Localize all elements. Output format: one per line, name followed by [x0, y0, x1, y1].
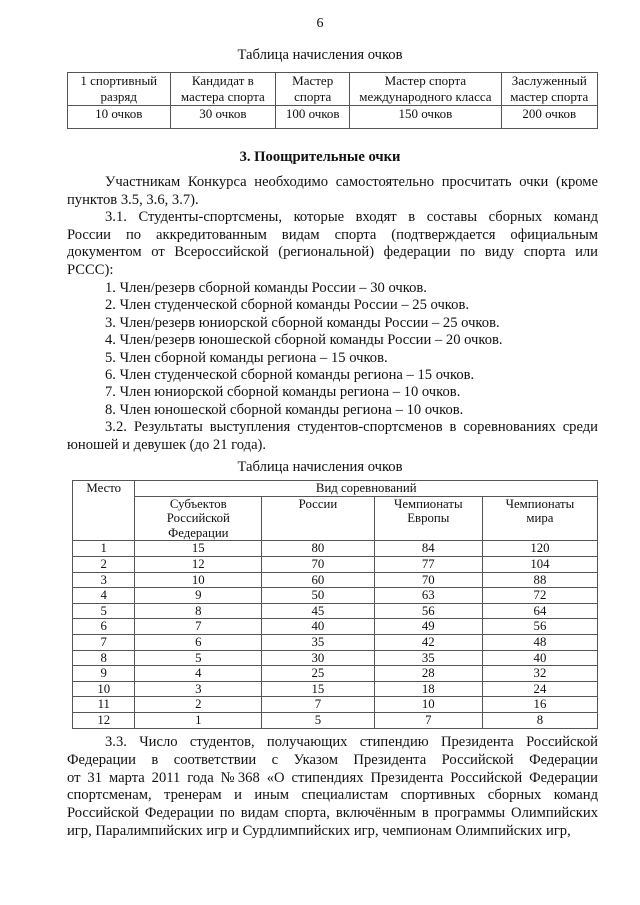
list-item: 3. Член/резерв юниорской сборной команды России – 25 очков. — [105, 314, 500, 331]
table-row — [73, 603, 598, 619]
table-cell: 63 — [374, 588, 482, 604]
header-line: Чемпионаты — [394, 496, 463, 511]
p33-line: 3.3. Число студентов, получающих стипендию Президента Российской — [105, 734, 598, 750]
table-row — [73, 697, 598, 713]
table-cell: 40 — [482, 650, 597, 666]
table-cell: 72 — [482, 588, 597, 604]
col-place-header: Место — [73, 481, 135, 541]
header-line: Мастер спорта — [384, 73, 467, 88]
table-cell: 64 — [482, 603, 597, 619]
table-cell: 80 — [262, 541, 375, 557]
header-line: 1 спортивный — [80, 73, 158, 88]
list-item: 1. Член/резерв сборной команды России – 30 очков. — [105, 280, 427, 296]
table-row — [73, 541, 598, 557]
p32-line: юношей и девушек (до 21 года). — [67, 436, 267, 453]
table2-header-cell — [262, 496, 375, 541]
table-row — [73, 666, 598, 682]
p31-line: документом от Всероссийской (региональной) федерации по виду спорта или — [67, 244, 598, 261]
table-cell: 49 — [374, 619, 482, 635]
header-line: Российской — [166, 511, 230, 526]
table-cell: 3 — [73, 572, 135, 588]
header-line: Федерации — [168, 525, 229, 540]
table-cell: 56 — [482, 619, 597, 635]
table1-header-cell — [170, 73, 276, 106]
table-row — [73, 588, 598, 604]
table2-header-cell — [135, 496, 262, 541]
table1-value-cell: 200 очков — [501, 106, 597, 129]
table-cell: 35 — [374, 650, 482, 666]
table2-caption: Таблица начисления очков — [237, 459, 403, 475]
table-cell: 120 — [482, 541, 597, 557]
table-cell: 24 — [482, 681, 597, 697]
table1-caption: Таблица начисления очков — [237, 47, 403, 63]
p33-line: Российской Федерации по видам спорта, включённым в программы Олимпийских — [67, 805, 598, 822]
page-number: 6 — [316, 16, 324, 31]
table-cell: 56 — [374, 603, 482, 619]
table2-header-cell — [374, 496, 482, 541]
list-item: 7. Член юниорской сборной команды региона – 10 очков. — [105, 384, 461, 401]
table-cell: 15 — [135, 541, 262, 557]
table1-header-cell — [501, 73, 597, 106]
table1-value-cell: 30 очков — [170, 106, 276, 129]
table-row — [73, 572, 598, 588]
points-table-competitions — [72, 480, 598, 729]
table-row — [73, 619, 598, 635]
table-cell: 5 — [73, 603, 135, 619]
intro-line: пунктов 3.5, 3.6, 3.7). — [67, 191, 199, 208]
table1-header-cell — [350, 73, 501, 106]
table-cell: 70 — [374, 572, 482, 588]
list-item: 5. Член сборной команды региона – 15 очков. — [105, 349, 388, 366]
p31-line: 3.1. Студенты-спортсмены, которые входят в составы сборных команд — [105, 209, 598, 225]
header-line: Заслуженный — [511, 73, 587, 88]
table-cell: 70 — [262, 556, 375, 572]
table-cell: 2 — [73, 556, 135, 572]
table-cell: 88 — [482, 572, 597, 588]
table-cell: 6 — [135, 634, 262, 650]
table-cell: 35 — [262, 634, 375, 650]
table-cell: 16 — [482, 697, 597, 713]
section-heading: 3. Поощрительные очки — [239, 149, 401, 165]
header-line: международного класса — [359, 89, 492, 104]
header-line: спорта — [294, 89, 332, 104]
table-cell: 40 — [262, 619, 375, 635]
table-cell: 5 — [262, 712, 375, 728]
table-cell: 12 — [73, 712, 135, 728]
header-line: мира — [526, 511, 554, 526]
table2-header-cell — [482, 496, 597, 541]
list-item: 2. Член студенческой сборной команды России – 25 очков. — [105, 297, 469, 314]
table-cell: 9 — [135, 588, 262, 604]
table-cell: 3 — [135, 681, 262, 697]
table-cell: 8 — [135, 603, 262, 619]
table-cell: 28 — [374, 666, 482, 682]
p33-line: спортсменам, тренерам и иным специалистам спортивных сборных команд — [67, 787, 598, 804]
table-cell: 48 — [482, 634, 597, 650]
table-cell: 8 — [73, 650, 135, 666]
table1-header-cell — [276, 73, 350, 106]
list-item: 8. Член юношеской сборной команды региона – 10 очков. — [105, 401, 464, 418]
header-line: Мастер — [292, 73, 334, 88]
group-header: Вид соревнований — [135, 481, 598, 497]
list-item: 6. Член студенческой сборной команды региона – 15 очков. — [105, 367, 475, 383]
table-cell: 18 — [374, 681, 482, 697]
table-row — [73, 681, 598, 697]
header-line: Кандидат в — [191, 73, 254, 88]
table1-value-cell: 150 очков — [350, 106, 501, 129]
table-cell: 9 — [73, 666, 135, 682]
header-line: Субъектов — [169, 496, 227, 511]
header-line: Европы — [407, 511, 450, 526]
table-cell: 11 — [73, 697, 135, 713]
table-cell: 1 — [73, 541, 135, 557]
table-cell: 4 — [135, 666, 262, 682]
table-cell: 10 — [135, 572, 262, 588]
table-cell: 32 — [482, 666, 597, 682]
table-cell: 60 — [262, 572, 375, 588]
header-line: мастера спорта — [180, 89, 265, 104]
table-cell: 42 — [374, 634, 482, 650]
table-cell: 15 — [262, 681, 375, 697]
p33-line: Федерации в соответствии с Указом Президента Российской Федерации — [67, 751, 598, 768]
header-line: мастер спорта — [510, 89, 589, 104]
table1-header-cell — [68, 73, 171, 106]
table-cell: 6 — [73, 619, 135, 635]
table1-value-cell: 10 очков — [68, 106, 171, 129]
table-cell: 7 — [374, 712, 482, 728]
table-cell: 45 — [262, 603, 375, 619]
p32-line: 3.2. Результаты выступления студентов-спортсменов в соревнованиях среди — [105, 419, 598, 435]
points-table-ranks — [67, 72, 598, 129]
table-cell: 10 — [73, 681, 135, 697]
table-row — [73, 556, 598, 572]
header-line: Чемпионаты — [505, 496, 575, 511]
table-cell: 7 — [262, 697, 375, 713]
table-cell: 5 — [135, 650, 262, 666]
table-cell: 25 — [262, 666, 375, 682]
table-cell: 30 — [262, 650, 375, 666]
table-cell: 8 — [482, 712, 597, 728]
p31-line: РССС): — [67, 261, 114, 278]
table-cell: 7 — [135, 619, 262, 635]
p33-line: игр, Паралимпийских игр и Сурдлимпийских игр, чемпионам Олимпийских игр, — [67, 823, 571, 839]
table-cell: 2 — [135, 697, 262, 713]
table-cell: 12 — [135, 556, 262, 572]
header-line: России — [298, 496, 338, 511]
table-cell: 4 — [73, 588, 135, 604]
table-row — [73, 650, 598, 666]
table-row — [73, 712, 598, 728]
table-cell: 104 — [482, 556, 597, 572]
p31-line: России по аккредитованным видам спорта (подтверждается официальным — [67, 226, 598, 243]
header-line: разряд — [100, 89, 138, 104]
list-item: 4. Член/резерв юношеской сборной команды России – 20 очков. — [105, 332, 503, 349]
table1-value-cell: 100 очков — [276, 106, 350, 129]
intro-line: Участникам Конкурса необходимо самостоятельно просчитать очки (кроме — [105, 174, 598, 190]
table-cell: 7 — [73, 634, 135, 650]
table-row — [73, 634, 598, 650]
table-cell: 10 — [374, 697, 482, 713]
table-cell: 77 — [374, 556, 482, 572]
table-cell: 84 — [374, 541, 482, 557]
table-cell: 1 — [135, 712, 262, 728]
table-cell: 50 — [262, 588, 375, 604]
p33-line: от 31 марта 2011 года №368 «О стипендиях Президента Российской Федерации — [67, 769, 598, 786]
